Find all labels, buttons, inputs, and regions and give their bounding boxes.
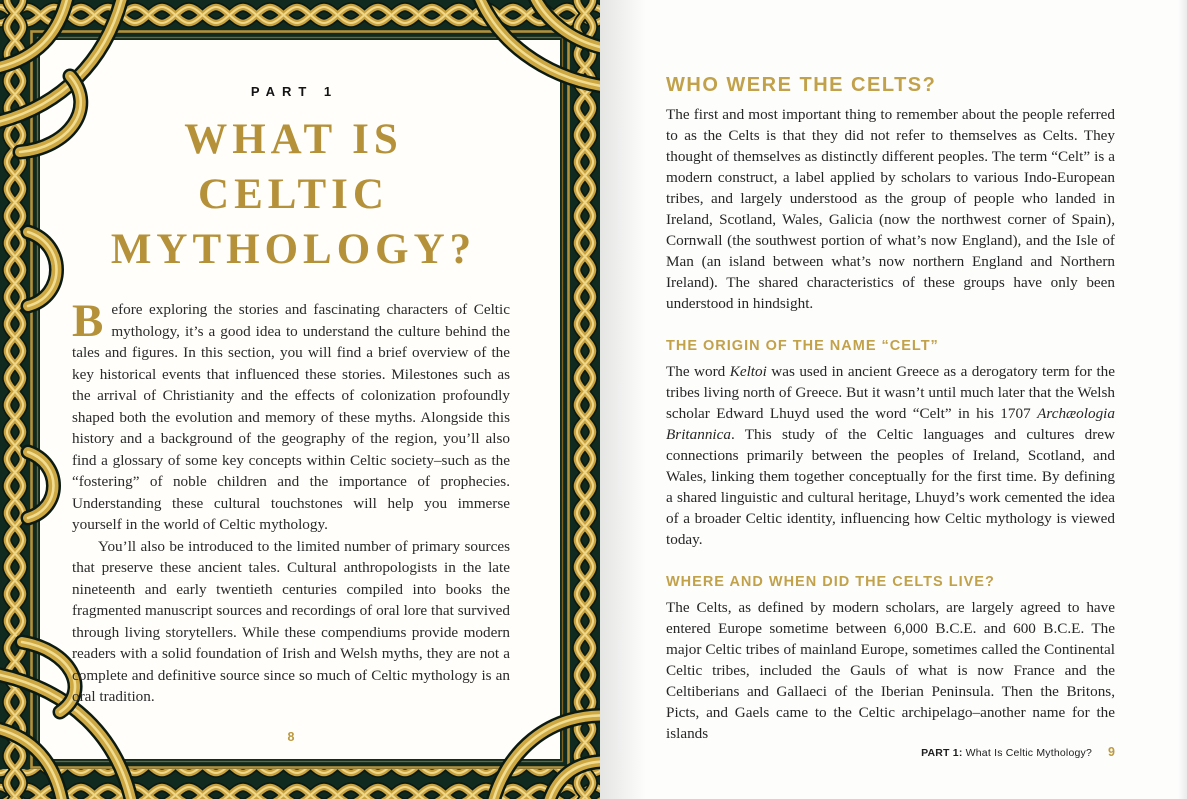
- intro-body: [72, 295, 510, 708]
- origin-text-1: The word: [666, 363, 730, 380]
- intro-paragraph-1: [72, 295, 510, 536]
- left-page-number: 8: [287, 730, 295, 744]
- part-title-line-2: CELTIC: [198, 171, 389, 218]
- part-title: [52, 112, 530, 277]
- origin-italic-archaeologia: Archæologia Britannica: [666, 405, 1115, 443]
- part-title-line-3: MYTHOLOGY?: [110, 226, 477, 273]
- origin-text-2: was used in ancient Greece as a derogatory term for the tribes living north of Greece. But it wasn’t until much later that the Welsh scholar Edward Lhuyd used the word “Celt” in his 1707: [666, 363, 1115, 422]
- right-page: [600, 0, 1187, 799]
- intro-paragraph-2: You’ll also be introduced to the limited number of primary sources that preserve these ancient tales. Cultural anthropologists in the late nineteenth and early twentieth centuries compiled into books the fragmented manuscript sources and recordings of oral lore that survived through living storytellers. While these compendiums provide modern readers with a solid foundation of Irish and Welsh myths, they are not a complete and definitive source since so much of Celtic mythology is an oral tradition.: [72, 537, 510, 705]
- right-page-content: [666, 74, 1115, 744]
- origin-italic-keltoi: Keltoi: [729, 363, 767, 380]
- drop-cap: B: [72, 295, 104, 347]
- section-heading-origin-of-name: THE ORIGIN OF THE NAME “CELT”: [666, 338, 939, 354]
- section-heading-who-were-the-celts: WHO WERE THE CELTS?: [666, 74, 937, 96]
- section-body-where-and-when: The Celts, as defined by modern scholars, are largely agreed to have entered Europe sometime between 6,000 B.C.E. and 600 B.C.E. The major Celtic tribes of mainland Europe, sometimes called the Continental Celtic tribes, included the Gauls of what is now France and the Celtiberians and Gallaeci of the Iberian Peninsula. Then the Britons, Picts, and Gaels came to the Celtic archipelago–another name for the islands: [666, 599, 1115, 742]
- footer-breadcrumb: [921, 747, 1092, 759]
- footer-chapter-label: What Is Celtic Mythology?: [965, 747, 1093, 759]
- intro-paragraph-1-text: efore exploring the stories and fascinating characters of Celtic mythology, it’s a good idea to understand the culture behind the tales and figures. In this section, you will find a brief overview of the key historical events that influenced these stories. Milestones such as the arrival of Christianity and the effects of colonization profoundly shaped both the evolution and memory of these myths. Alongside this history and a background of the geography of the region, you’ll also find a glossary of some key concepts within Celtic society–such as the “fostering” of noble children and the importance of prophecies. Understanding these cultural touchstones will help you immerse yourself in the world of Celtic mythology.: [72, 301, 510, 533]
- section-body-who-were-the-celts: The first and most important thing to remember about the people referred to as the Celts is that they did not refer to themselves as Celts. They thought of themselves as distinctly different peoples. The term “Celt” is a modern construct, a label applied by scholars to various Indo-European tribes, and largely understood as the group of people who landed in Ireland, Scotland, Wales, Galicia (now the northwest corner of Spain), Cornwall (the southwest portion of what’s now England), and the Isle of Man (an island between what’s now northern England and Northern Ireland). The shared characteristics of these groups have only been understood in hindsight.: [666, 106, 1115, 312]
- part-kicker: PART 1: [250, 84, 339, 99]
- origin-text-3: . This study of the Celtic languages and cultures drew connections primarily between the peoples of Ireland, Scotland, and Wales, linking them together conceptually for the first time. By defining a shared linguistic and cultural heritage, Lhuyd’s work cemented the idea of a broader Celtic identity, influencing how Celtic mythology is viewed today.: [666, 426, 1115, 548]
- section-heading-where-and-when: WHERE AND WHEN DID THE CELTS LIVE?: [666, 574, 995, 590]
- part-title-line-1: WHAT IS: [184, 116, 403, 163]
- right-page-footer: [921, 745, 1115, 759]
- left-page-content: [72, 0, 510, 799]
- right-page-number: 9: [1108, 745, 1115, 759]
- section-body-origin-of-name: [666, 361, 1115, 550]
- footer-part-label: PART 1:: [921, 747, 963, 759]
